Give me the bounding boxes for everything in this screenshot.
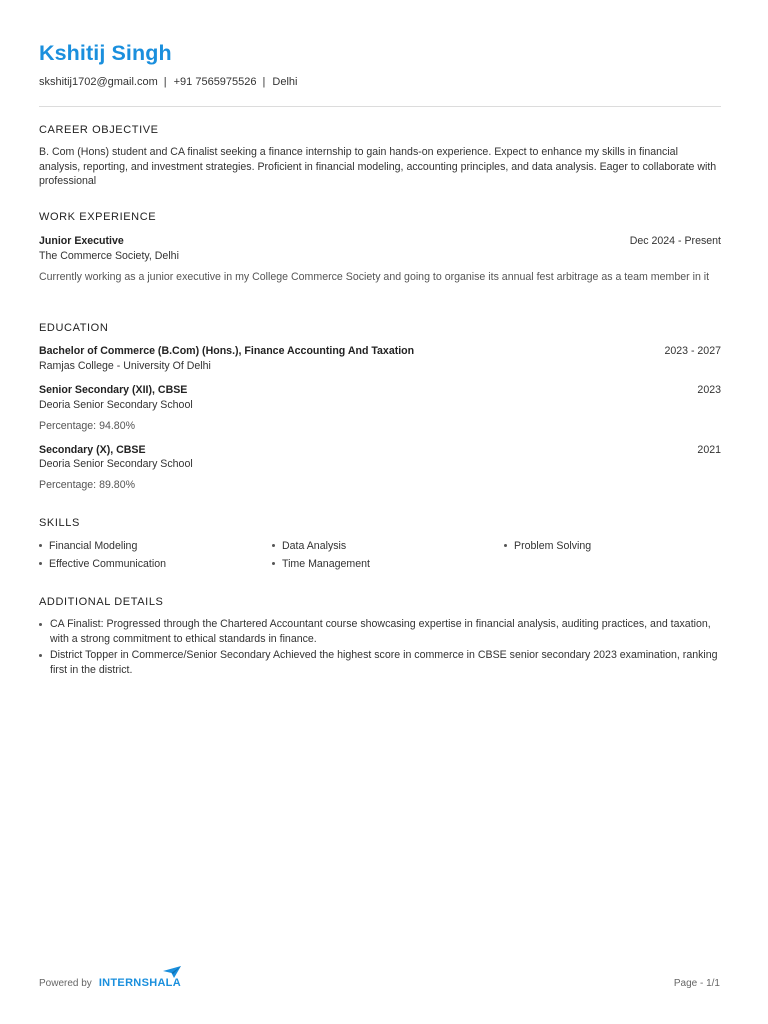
- work-entry-header: [39, 235, 721, 250]
- education-entry-header: [39, 345, 721, 360]
- phone-text: +91 7565975526: [173, 76, 257, 88]
- job-description: Currently working as a junior executive in my College Commerce Society and going to organise its annual fest arbitrage as a team member in it: [39, 271, 710, 283]
- section-title-career-objective: CAREER OBJECTIVE: [39, 124, 159, 136]
- email-text: skshitij1702@gmail.com: [39, 76, 158, 88]
- section-title-skills: SKILLS: [39, 517, 80, 529]
- separator: |: [262, 76, 266, 88]
- bullet-icon: [272, 562, 275, 565]
- school-name: Deoria Senior Secondary School: [39, 399, 193, 411]
- skill-label: Effective Communication: [49, 558, 166, 570]
- job-organization: The Commerce Society, Delhi: [39, 250, 179, 262]
- skill-item: [39, 558, 166, 570]
- degree-title: Senior Secondary (XII), CBSE: [39, 384, 188, 396]
- degree-title: Bachelor of Commerce (B.Com) (Hons.), Finance Accounting And Taxation: [39, 345, 415, 357]
- section-title-work-experience: WORK EXPERIENCE: [39, 211, 157, 223]
- skill-label: Financial Modeling: [49, 540, 138, 552]
- job-dates: Dec 2024 - Present: [629, 235, 721, 247]
- education-years: 2023: [697, 384, 721, 396]
- education-entry-header: [39, 444, 721, 459]
- location-text: Delhi: [272, 76, 298, 88]
- education-score: Percentage: 89.80%: [39, 479, 136, 491]
- bullet-icon: [39, 562, 42, 565]
- education-score: Percentage: 94.80%: [39, 420, 136, 432]
- additional-detail-text: District Topper in Commerce/Senior Secondary Achieved the highest score in commerce in CBSE senior secondary 2023 examination, ranking first in the district.: [50, 649, 718, 676]
- skill-item: [39, 540, 137, 552]
- career-objective-text: B. Com (Hons) student and CA finalist seeking a finance internship to gain hands-on experience. Expect to enhance my skills in financial analysis, reporting, and investment strategies. Proficient in financial modeling, accounting principles, and data analysis. Eager to collaborate with professional: [39, 146, 717, 188]
- internshala-logo[interactable]: INTERNSHALA: [99, 977, 181, 989]
- contact-line: [39, 76, 297, 88]
- skill-item: [272, 540, 346, 552]
- bullet-icon: [504, 544, 507, 547]
- separator: |: [163, 76, 167, 88]
- additional-detail-text: CA Finalist: Progressed through the Chartered Accountant course showcasing expertise in financial analysis, auditing practices, and taxation, with a strong commitment to ethical standards in finance.: [50, 618, 711, 645]
- skill-label: Problem Solving: [514, 540, 592, 552]
- bullet-icon: [39, 544, 42, 547]
- education-years: 2023 - 2027: [664, 345, 721, 357]
- paper-plane-icon: [163, 966, 181, 978]
- bullet-icon: [39, 623, 42, 626]
- bullet-icon: [272, 544, 275, 547]
- skill-item: [504, 540, 591, 552]
- footer-branding: [39, 977, 181, 989]
- page-number: Page - 1/1: [673, 978, 720, 989]
- school-name: Ramjas College - University Of Delhi: [39, 360, 211, 372]
- header-divider: [39, 106, 721, 107]
- skill-label: Time Management: [282, 558, 370, 570]
- candidate-name: Kshitij Singh: [39, 41, 172, 65]
- powered-by-text: Powered by: [39, 978, 92, 989]
- skill-item: [272, 558, 370, 570]
- job-title: Junior Executive: [39, 235, 124, 247]
- section-title-education: EDUCATION: [39, 322, 109, 334]
- degree-title: Secondary (X), CBSE: [39, 444, 146, 456]
- section-title-additional-details: ADDITIONAL DETAILS: [39, 596, 164, 608]
- additional-detail-item: [39, 648, 729, 677]
- education-entry-header: [39, 384, 721, 399]
- education-years: 2021: [697, 444, 721, 456]
- bullet-icon: [39, 654, 42, 657]
- skill-label: Data Analysis: [282, 540, 347, 552]
- school-name: Deoria Senior Secondary School: [39, 458, 193, 470]
- additional-detail-item: [39, 617, 729, 646]
